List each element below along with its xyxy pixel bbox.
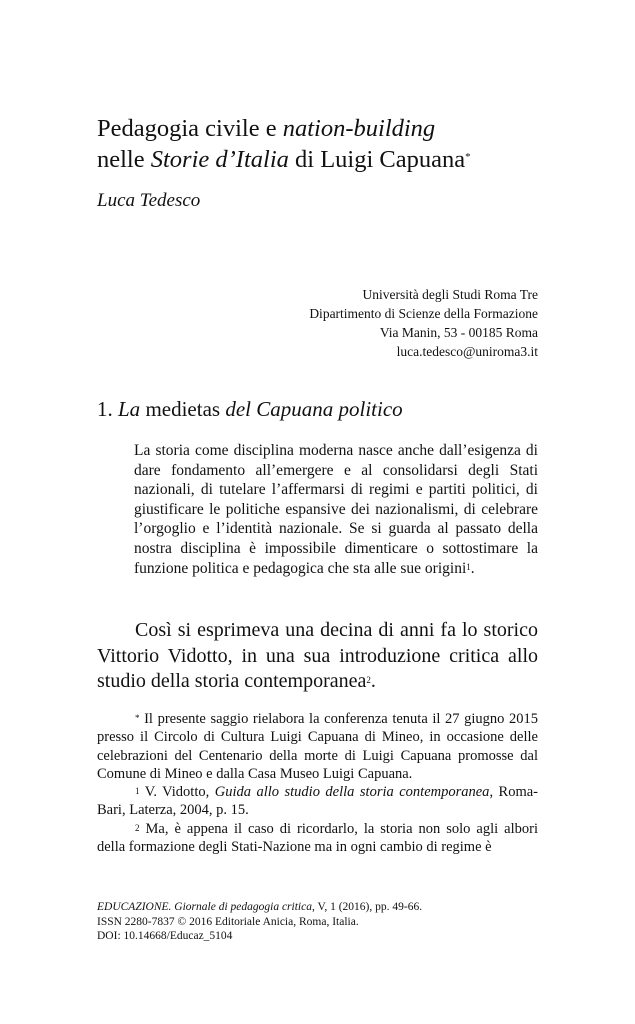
author-affiliation bbox=[309, 285, 538, 361]
section-number: 1. bbox=[97, 397, 118, 421]
section-heading bbox=[97, 395, 403, 423]
doi-line[interactable]: DOI: 10.14668/Educaz_5104 bbox=[97, 930, 233, 942]
footnote-mark: 1 bbox=[135, 786, 140, 797]
footnote-ref-1[interactable]: 1 bbox=[466, 561, 471, 572]
journal-issue: , V, 1 (2016), pp. 49-66. bbox=[311, 901, 423, 913]
issn-line: ISSN 2280-7837 © 2016 Editoriale Anicia, Roma, Italia. bbox=[97, 915, 359, 928]
author-name: Luca Tedesco bbox=[97, 190, 201, 211]
footnote-ref-2[interactable]: 2 bbox=[366, 675, 371, 685]
section-heading-italic: La bbox=[118, 397, 141, 421]
affiliation-university: Università degli Studi Roma Tre bbox=[362, 287, 538, 302]
footnote-book-title: Guida allo studio della storia contemporanea bbox=[214, 784, 490, 801]
footnote-text: , Roma-Bari, Laterza, 2004, p. 15. bbox=[97, 784, 539, 819]
footnote-star bbox=[97, 710, 538, 783]
affiliation-address: Via Manin, 53 - 00185 Roma bbox=[379, 325, 538, 340]
footnote-text: Ma, è appena il caso di ricordarlo, la storia non solo agli albori della formazione degli Stati-Nazione ma in ogni cambio di regime è bbox=[97, 820, 538, 856]
footnotes bbox=[97, 710, 538, 856]
footnote-text: V. Vidotto, bbox=[139, 784, 215, 801]
footnote-mark: 2 bbox=[135, 822, 140, 833]
title-text: di Luigi Capuana bbox=[288, 146, 466, 173]
title-text: nelle bbox=[97, 146, 151, 173]
title-text: Pedagogia civile e bbox=[97, 115, 283, 142]
journal-name: EDUCAZIONE. Giornale di pedagogia critica bbox=[97, 901, 312, 913]
footnote-1 bbox=[97, 783, 538, 820]
footnote-text: Il presente saggio rielabora la conferenza tenuta il 27 giugno 2015 presso il Circolo di Cultura Luigi Capuana di Mineo, in occasione delle celebrazioni del Centenario della morte di Luigi Capuana promosse dal Comune di Mineo e dalla Casa Museo Luigi Capuana. bbox=[97, 711, 538, 782]
affiliation-department: Dipartimento di Scienze della Formazione bbox=[309, 306, 538, 321]
body-paragraph bbox=[97, 618, 538, 695]
paragraph-text: Così si esprimeva una decina di anni fa lo storico Vittorio Vidotto, in una sua introduzione critica allo studio della storia contemporanea bbox=[97, 619, 538, 692]
section-heading-text: medietas bbox=[140, 397, 226, 421]
quote-end: . bbox=[470, 559, 475, 577]
footnote-2 bbox=[97, 820, 538, 857]
article-title bbox=[97, 113, 567, 175]
block-quote bbox=[134, 441, 538, 578]
title-italic: Storie d’Italia bbox=[150, 146, 289, 173]
page-footer bbox=[97, 900, 422, 944]
title-italic: nation-building bbox=[282, 115, 436, 142]
footnote-mark: * bbox=[135, 713, 140, 723]
journal-citation bbox=[97, 900, 422, 915]
affiliation-email[interactable]: luca.tedesco@uniroma3.it bbox=[396, 344, 538, 359]
paragraph-end: . bbox=[370, 670, 376, 692]
title-footnote-mark[interactable]: * bbox=[465, 151, 471, 163]
section-heading-italic: del Capuana politico bbox=[225, 397, 403, 421]
quote-text: La storia come disciplina moderna nasce anche dall’esigenza di dare fondamento all’emergere e al consolidarsi degli Stati nazionali, di tutelare l’affermarsi di regimi e partiti politici, di giustificare le politiche espansive dei nazionalismi, di celebrare l’orgoglio e l’identità nazionale. Se si guarda al passato della nostra disciplina è impossibile dimenticare o sottostimare la funzione politica e pedagogica che sta alle sue origini bbox=[134, 442, 538, 577]
